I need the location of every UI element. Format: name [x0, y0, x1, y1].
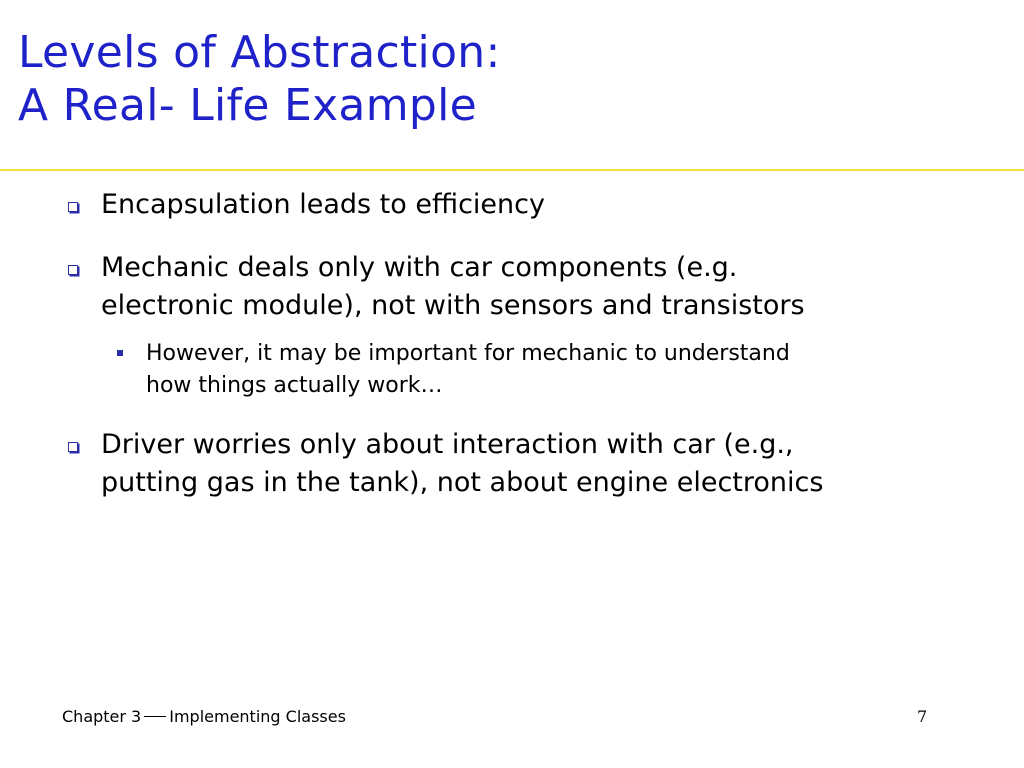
page-number: 7 — [917, 707, 928, 726]
bullet-text-3: Driver worries only about interaction with car (e.g., putting gas in the tank), not about engine electronics — [101, 429, 824, 498]
sub-bullet-text-1: However, it may be important for mechanic to understand how things actually work… — [146, 341, 790, 398]
bullet-text-1: Encapsulation leads to efficiency — [101, 189, 545, 220]
title-divider — [0, 169, 1024, 171]
footer-chapter-label: Chapter 3 — [62, 707, 142, 726]
hollow-square-bullet-icon — [68, 265, 78, 275]
em-dash-separator — [144, 716, 166, 717]
hollow-square-bullet-icon — [68, 202, 78, 212]
title-line-1: Levels of Abstraction: — [18, 27, 501, 78]
footer-section-label: Implementing Classes — [169, 707, 346, 726]
filled-square-bullet-icon — [117, 350, 123, 356]
slide-title — [18, 26, 501, 132]
footer-chapter — [62, 707, 346, 726]
hollow-square-bullet-icon — [68, 442, 78, 452]
title-line-2: A Real- Life Example — [18, 80, 477, 131]
bullet-text-2: Mechanic deals only with car components (e.g. electronic module), not with sensors and transistors — [101, 252, 805, 321]
